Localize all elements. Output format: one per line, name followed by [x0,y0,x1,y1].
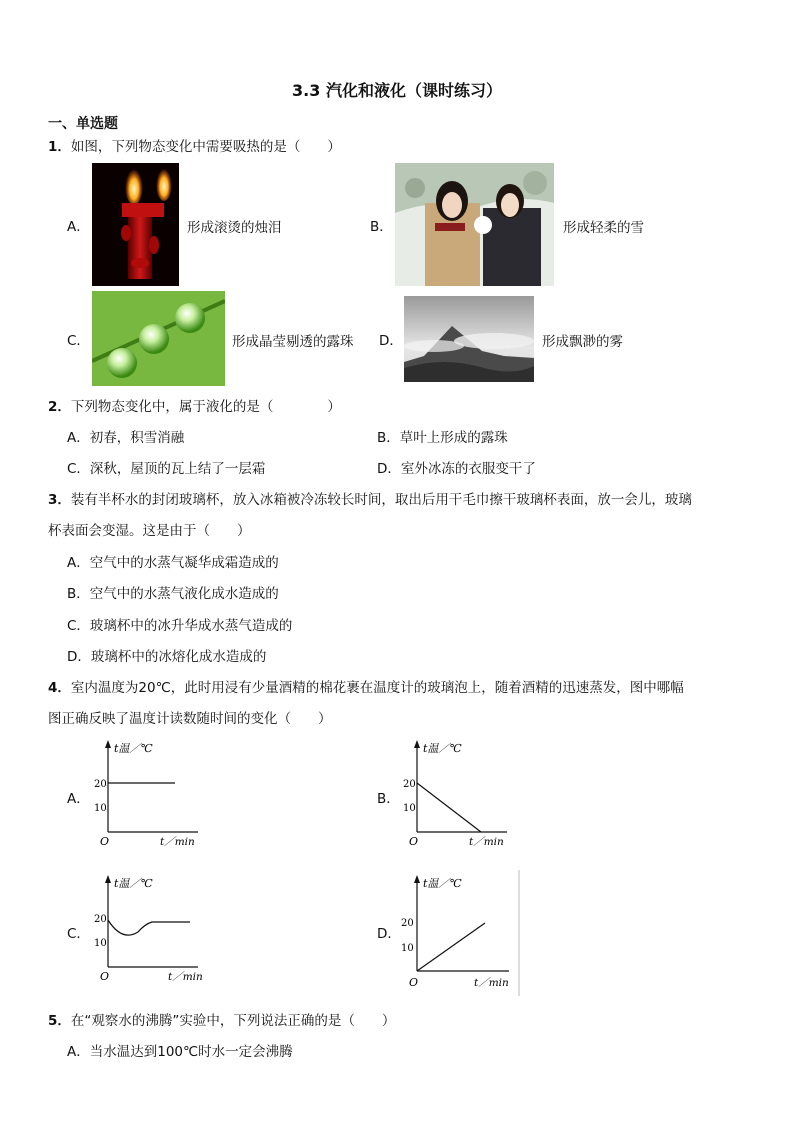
option-d-caption: 形成飘渺的雾 [542,334,623,350]
candle-image [92,163,179,286]
y-axis-arrow-icon [414,740,420,748]
option-a-letter: A． [67,219,90,235]
y-axis-arrow-icon [105,740,111,748]
q4-option-b: B． [377,791,400,807]
y-axis-arrow-icon [414,875,420,883]
graph-a [90,737,210,852]
question-4-line2: 图正确反映了温度计读数随时间的变化（ ） [48,711,332,727]
q3-option-a: A．空气中的水蒸气凝华成霜造成的 [67,555,279,571]
snow-photo [395,163,554,286]
question-text: 如图，下列物态变化中需要吸热的是（ ） [70,139,341,155]
section-heading: 一、单选题 [48,116,118,132]
y-axis-arrow-icon [105,875,111,883]
question-3: 3．装有半杯水的封闭玻璃杯，放入冰箱被冷冻较长时间，取出后用干毛巾擦干玻璃杯表面，放一会儿，玻璃 [48,492,692,508]
origin-label: O [100,970,110,983]
q3-option-c: C．玻璃杯中的冰升华成水蒸气造成的 [67,618,293,634]
graph-c [90,872,210,987]
origin-label: O [409,835,419,848]
q2-option-c: C．深秋，屋顶的瓦上结了一层霜 [67,461,266,477]
q2-option-d: D．室外冰冻的衣服变干了 [377,461,536,477]
x-label: t／min [474,977,509,989]
tick-20: 20 [403,779,416,790]
q4-option-c: C． [67,926,90,942]
y-label: t温／℃ [114,877,153,890]
question-4: 4．室内温度为20℃，此时用浸有少量酒精的棉花裹在温度计的玻璃泡上，随着酒精的迅速蒸发，图中哪幅 [48,680,684,696]
question-1 [48,137,748,157]
x-label: t／min [160,836,195,848]
option-a-caption: 形成滚烫的烛泪 [187,220,282,236]
option-b-letter: B． [370,219,393,235]
temp-curve [108,920,190,935]
graph-b [399,737,519,852]
question-3-line2: 杯表面会变湿。这是由于（ ） [48,523,251,539]
page-title: 3.3 汽化和液化（课时练习） [292,81,502,100]
dew-photo [92,291,225,386]
q4-option-a: A． [67,791,90,807]
option-c-letter: C． [67,333,90,349]
q3-option-b: B．空气中的水蒸气液化成水造成的 [67,586,279,602]
fog-photo [404,296,534,382]
origin-label: O [100,835,110,848]
y-label: t温／℃ [423,742,462,755]
tick-10: 10 [401,943,414,954]
tick-10: 10 [94,803,107,814]
question-2: 2．下列物态变化中，属于液化的是（ ） [48,399,341,415]
q3-option-d: D．玻璃杯中的冰熔化成水造成的 [67,649,267,665]
graph-d [399,868,521,998]
q2-option-b: B．草叶上形成的露珠 [377,430,508,446]
temp-curve [417,783,481,832]
y-label: t温／℃ [114,742,153,755]
tick-20: 20 [401,918,414,929]
q2-option-a: A．初春，积雪消融 [67,430,185,446]
temp-curve [417,923,485,971]
question-5: 5．在“观察水的沸腾”实验中，下列说法正确的是（ ） [48,1013,396,1029]
option-c-caption: 形成晶莹剔透的露珠 [232,334,354,350]
x-label: t／min [168,971,203,983]
origin-label: O [409,976,419,989]
x-label: t／min [469,836,504,848]
q5-option-a: A．当水温达到100℃时水一定会沸腾 [67,1044,293,1060]
y-label: t温／℃ [423,877,462,890]
q4-option-d: D． [377,926,401,942]
question-number: 1． [48,139,71,155]
tick-20: 20 [94,914,107,925]
tick-20: 20 [94,779,107,790]
option-d-letter: D． [379,333,403,349]
tick-10: 10 [94,938,107,949]
option-b-caption: 形成轻柔的雪 [563,220,644,236]
tick-10: 10 [403,803,416,814]
